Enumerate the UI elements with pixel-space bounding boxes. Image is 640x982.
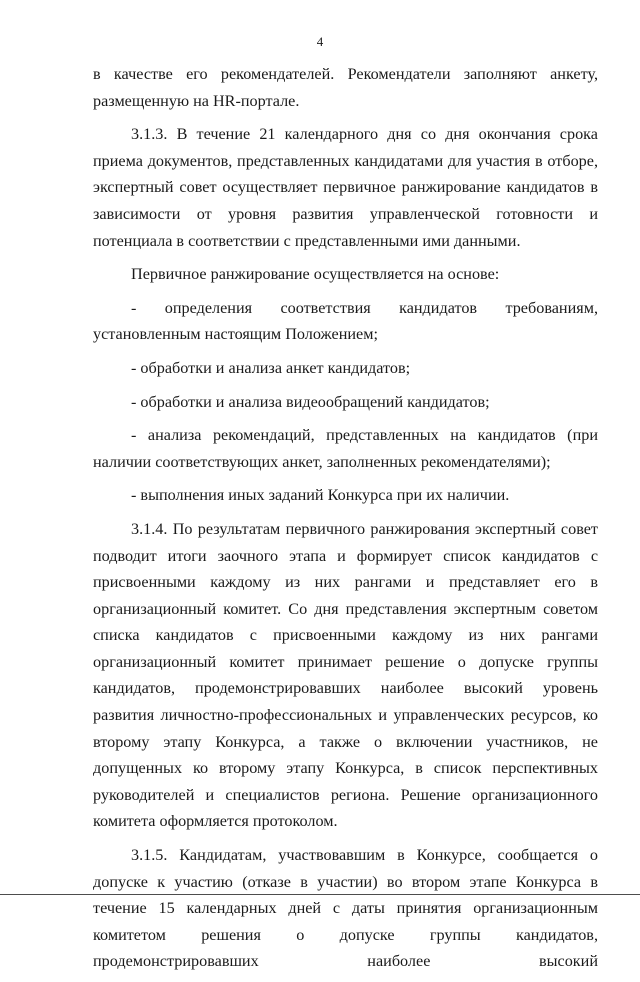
page-bottom-rule xyxy=(0,894,640,895)
page-number: 4 xyxy=(316,34,324,49)
paragraph: - анализа рекомендаций, представленных на кандидатов (при наличии соответствующих анкет, заполненных рекомендателями); xyxy=(93,426,598,471)
paragraph: 3.1.5. Кандидатам, участвовавшим в Конкурсе, сообщается о допуске к участию (отказе в участии) во втором этапе Конкурса в течение 15 календарных дней с даты принятия организационным комитетом решения о допуске группы кандидатов, продемонстрировавших наиболее высокий xyxy=(93,846,598,971)
paragraph: - выполнения иных заданий Конкурса при их наличии. xyxy=(131,486,510,505)
paragraph: - определения соответствия кандидатов требованиям, установленным настоящим Положением; xyxy=(93,298,598,344)
paragraph: 3.1.3. В течение 21 календарного дня со дня окончания срока приема документов, представленных кандидатами для участия в отборе, экспертный совет осуществляет первичное ранжирование кандидатов в зависимости от уровня развития управленческой готовности и потенциала в соответствии с представленными ими данными. xyxy=(93,125,598,250)
paragraph: 3.1.4. По результатам первичного ранжирования экспертный совет подводит итоги заочного этапа и формирует список кандидатов с присвоенными каждому из них рангами и представляет его в организационный комитет. Со дня представления экспертным советом списка кандидатов с присвоенными каждому из них рангами организационный комитет принимает решение о допуске группы кандидатов, продемонстрировавших наиболее высокий уровень развития личностно-профессиональных и управленческих ресурсов, ко второму этапу Конкурса, а также о включении участников, не допущенных ко второму этапу Конкурса, в список перспективных руководителей и специалистов региона. Решение организационного комитета оформляется протоколом. xyxy=(93,519,598,831)
paragraph: в качестве его рекомендателей. Рекомендатели заполняют анкету, размещенную на HR-портале. xyxy=(93,65,598,110)
document-body xyxy=(93,61,598,982)
paragraph: Первичное ранжирование осуществляется на основе: xyxy=(131,265,500,284)
paragraph: - обработки и анализа анкет кандидатов; xyxy=(131,358,411,377)
paragraph: - обработки и анализа видеообращений кандидатов; xyxy=(131,392,490,411)
